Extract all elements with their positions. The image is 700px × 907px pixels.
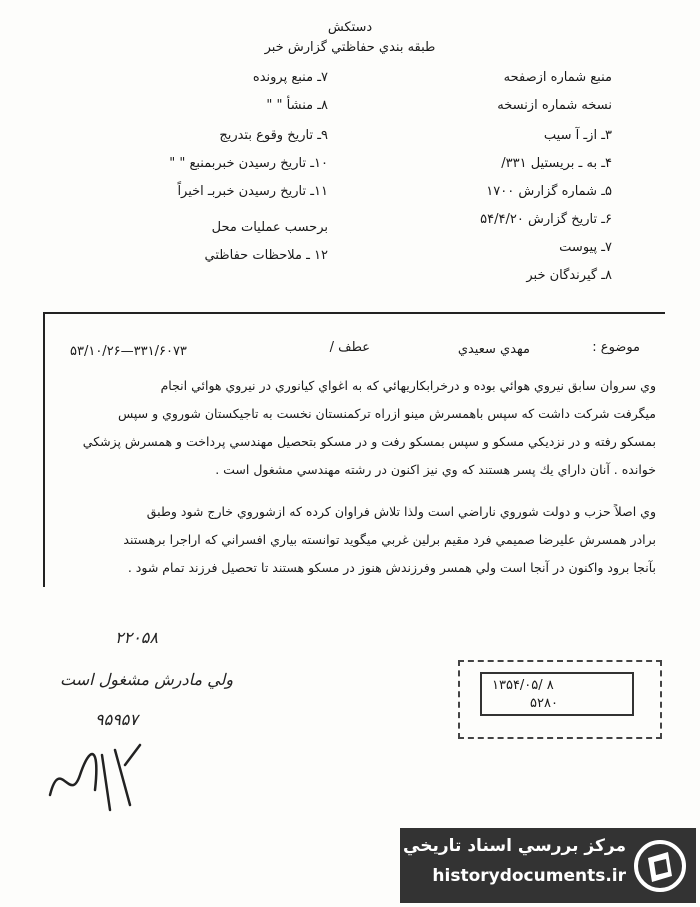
field-from: ۳ـ ازـ آ سيب [543,128,612,143]
handwritten-signature [40,735,150,815]
body-line-7: بآنجا برود واكنون در آنجا است ولي همسر وفرزندش هنوز در مسكو هستند تا تحصيل فرزند تمام شود . [127,560,656,575]
handwritten-note-3: ۹۵۹۵۷ [95,710,138,729]
field-date-occurred: ۹ـ تاريخ وقوع بتدريج [219,128,328,143]
report-form-title: طبقه بندي حفاظتي گزارش خبر [264,40,436,55]
body-line-1: وي سروان سابق نيروي هوائي بوده و درخرابكاريهائي كه به اغواي كيانوري در نيروي هوائي انجام [160,378,656,393]
field-operations-note: برحسب عمليات محل [211,220,328,235]
stamp-number: ۵۲۸۰ [530,696,558,711]
field-date-received-source: ۱۰ـ تاريخ رسيدن خبربمنبع " " [169,156,328,171]
field-to: ۴ـ به ـ بريستيل ۳۳۱/ [501,156,612,171]
field-report-date: ۶ـ تاريخ گزارش ۵۴/۴/۲۰ [480,212,612,227]
field-copy-number: نسخه شماره ازنسخه [497,98,612,113]
subject-value: مهدي سعيدي [457,342,530,357]
reference-value: ۵۳/۱۰/۲۶—۳۳۱/۶۰۷۳ [70,344,187,359]
archive-logo-icon [632,838,688,894]
field-source-number: منبع شماره ازصفحه [503,70,612,85]
field-attachment: ۷ـ پيوست [559,240,612,255]
field-date-received: ۱۱ـ تاريخ رسيدن خبربـ اخيراً [177,184,328,199]
body-line-5: وي اصلاً حزب و دولت شوروي ناراضي است ولذا تلاش فراوان كرده كه ازشوروي خارج شود وطبق [146,504,656,519]
body-top-rule [43,312,665,314]
handwritten-note-2: ولي مادرش مشغول است [60,670,234,689]
subject-label: موضوع : [592,340,640,355]
field-report-number: ۵ـ شماره گزارش ۱۷۰۰ [486,184,612,199]
body-line-3: بمسكو رفته و در نزديكي مسكو و سپس بمسكو رفت و در مسكو بتحصيل مهندسي پرداخت و همسرش پزشكي [82,434,656,449]
body-line-6: برادر همسرش عليرضا صميمي فرد مقيم برلين غربي ميگويد توانسته بياري افسراني كه اراجرا برهستند [123,532,656,547]
reference-label: عطف / [329,340,370,355]
field-source: ۷ـ منبع پرونده [252,70,328,85]
watermark-url: historydocuments.ir [432,866,626,886]
stamp-date: ۱۳۵۴/۰۵/ ۸ [492,678,554,693]
body-line-4: خوانده . آنان داراي يك پسر هستند كه وي نيز اكنون در رشته مهندسي مشغول است . [215,462,656,477]
field-origin: ۸ـ منشأ " " [266,98,328,113]
body-line-2: ميگرفت شركت داشت كه سپس باهمسرش مينو ازراه تركمنستان نخست به تاجيكستان شوروي و سپس [117,406,656,421]
classification-header: دستكش [327,20,373,35]
field-security-notes: ۱۲ ـ ملاحظات حفاظتي [204,248,328,263]
archive-watermark [400,828,696,903]
field-recipients: ۸ـ گيرندگان خبر [526,268,612,283]
handwritten-note-1: ۲۲۰۵۸ [115,628,158,647]
watermark-title: مركز بررسي اسناد تاريخي [403,836,626,856]
